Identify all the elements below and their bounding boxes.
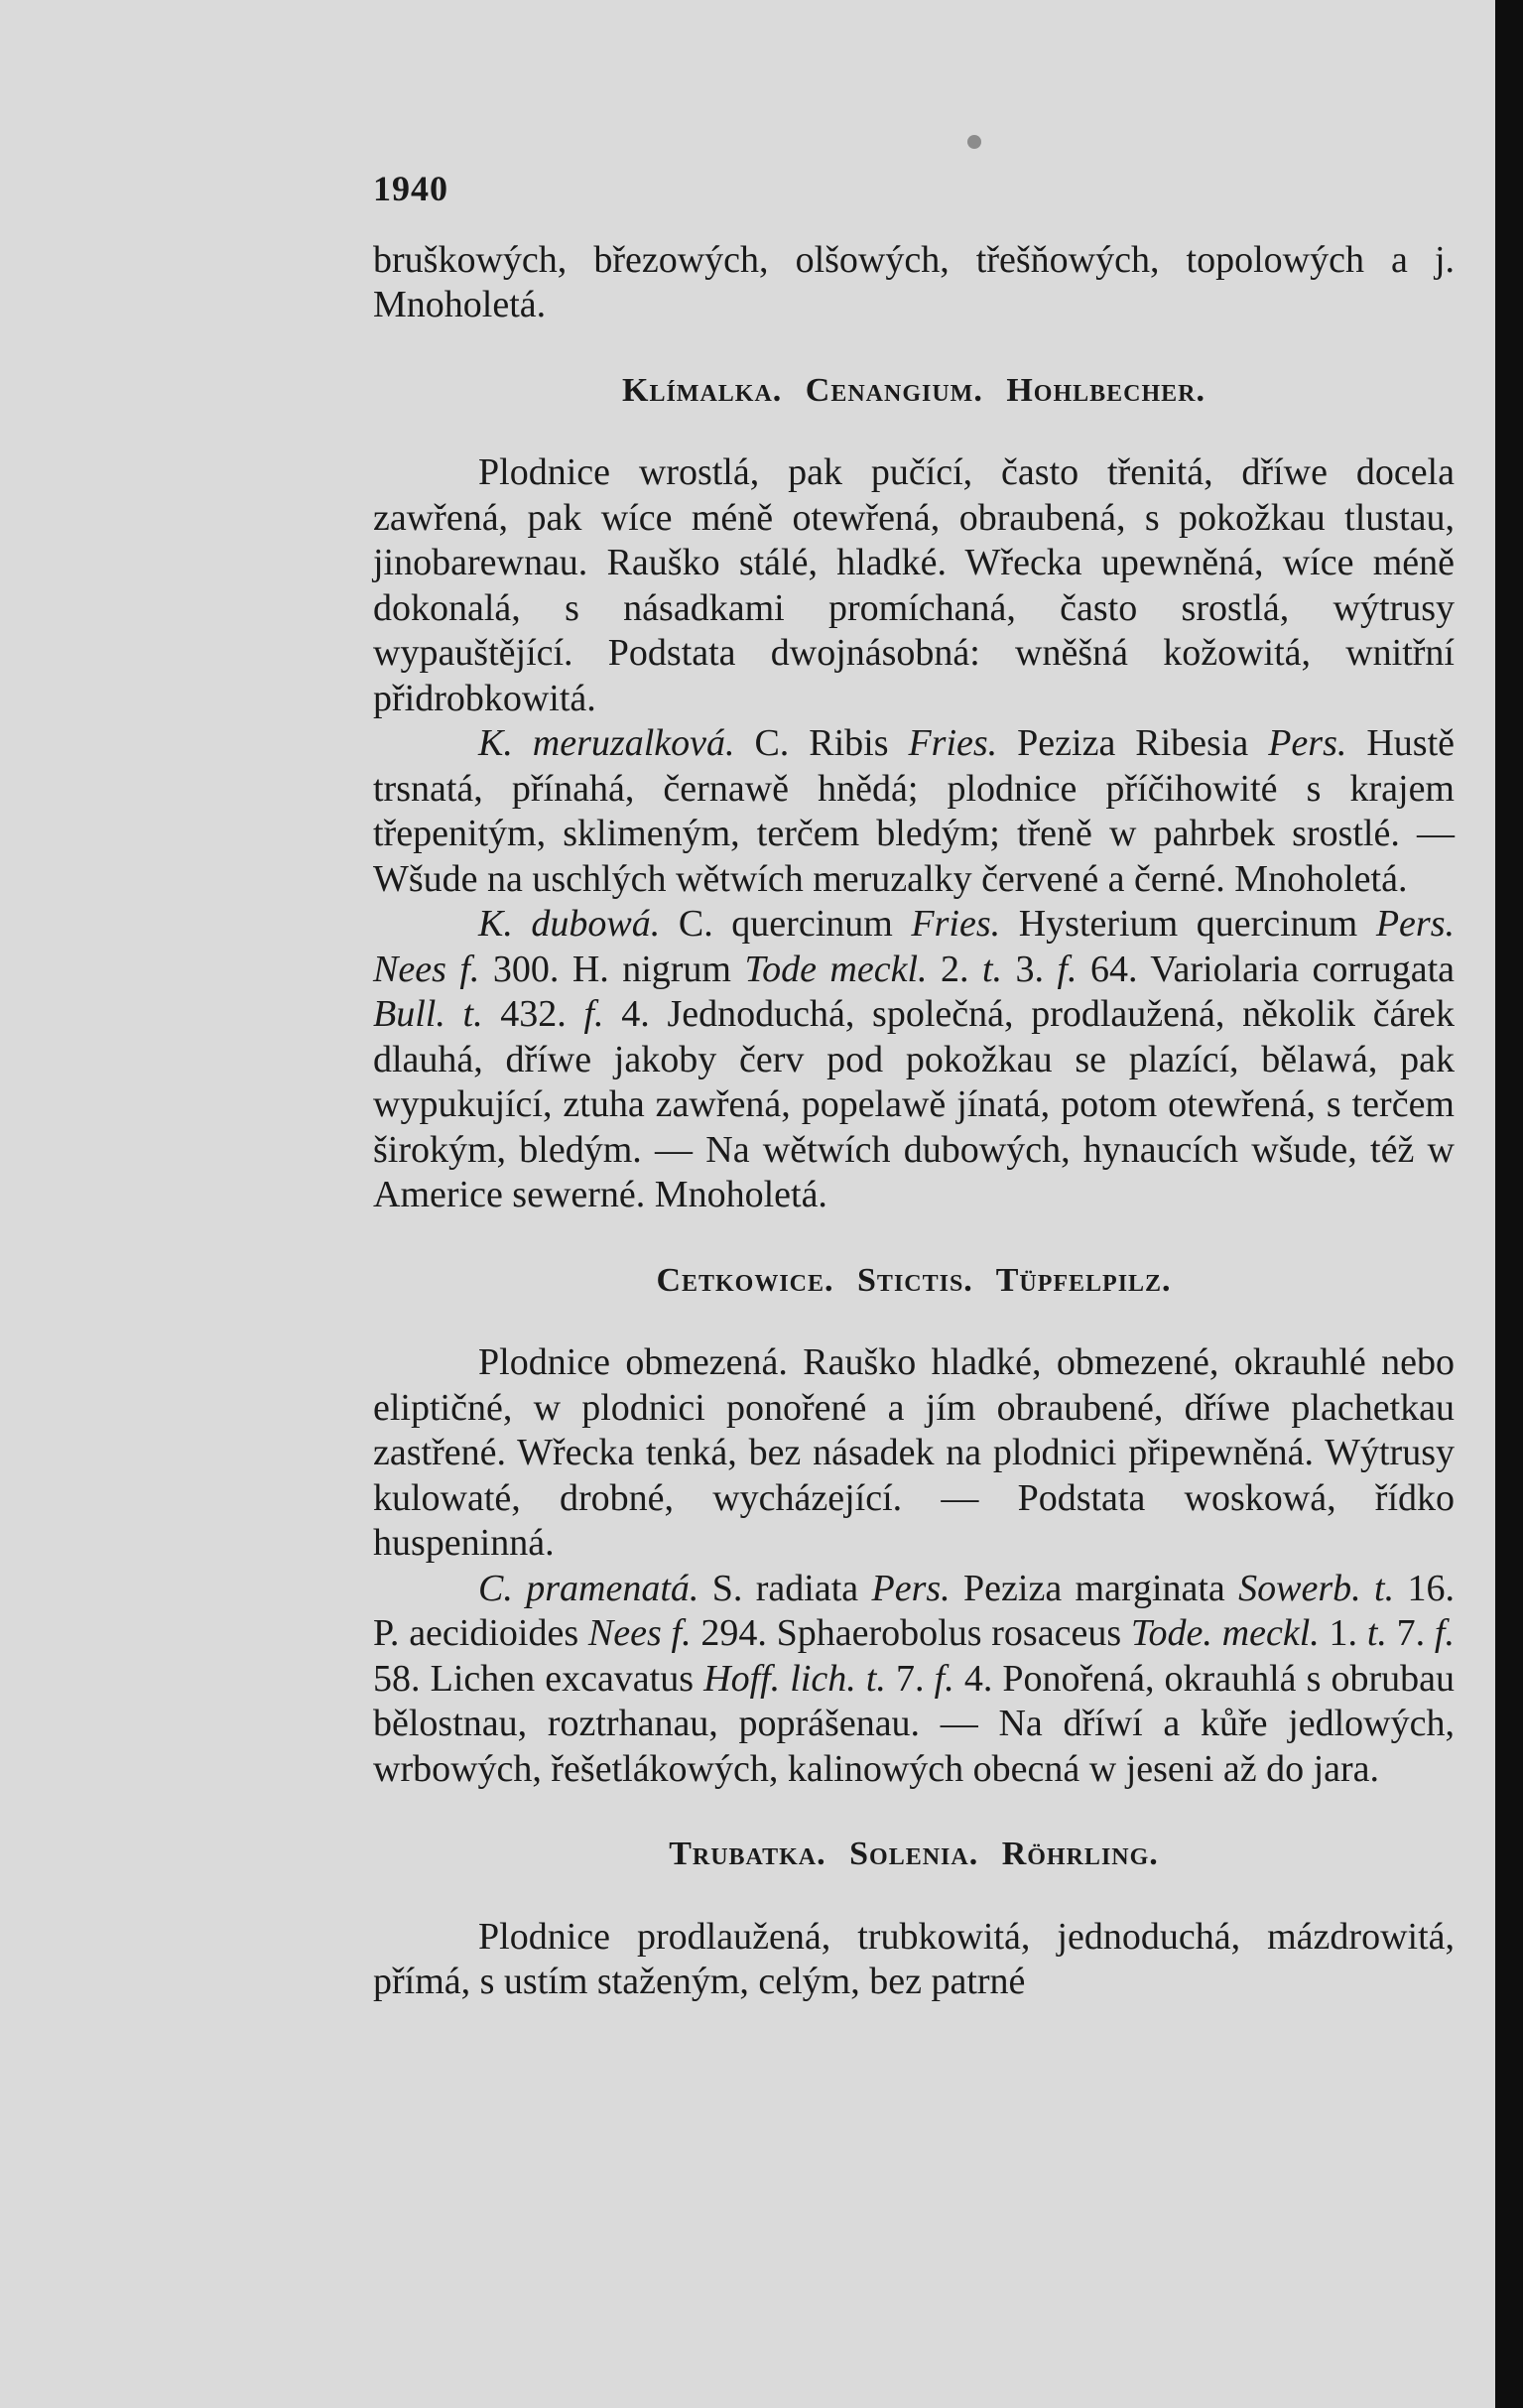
paragraph: C. pramenatá. S. radiata Pers. Peziza marginata Sowerb. t. 16. P. aecidioides Nees f. 294. Sphaerobolus rosaceus Tode. meckl. 1. t. 7. f. 58. Lichen excavatus Hoff. lich. t. 7. f. 4. Ponořená, okrauhlá s obrubau bělostnau, roztrhanau, poprášenau. — Na dříwí a kůře jedlowých, wrbowých, řešetlákowých, kalinowých obecná w jeseni až do jara.	[373, 1567, 1456, 1790]
body-text	[373, 238, 1455, 2005]
paragraph: Plodnice wrostlá, pak pučící, často třenitá, dříwe docela zawřená, pak wíce méně otewřená, obraubená, s pokožkau tlustau, jinobarewnau. Rauško stálé, hladké. Wřecka upewněná, wíce méně dokonalá, s násadkami promíchaná, často srostlá, wýtrusy wypauštějící. Podstata dwojnásobná: wněšná kožowitá, wnitřní přidrobkowitá.	[373, 451, 1455, 719]
paragraph: K. dubowá. C. quercinum Fries. Hysterium quercinum Pers. Nees f. 300. H. nigrum Tode meckl. 2. t. 3. f. 64. Variolaria corrugata Bull. t. 432. f. 4. Jednoduchá, společná, prodlaužená, několik čárek dlauhá, dříwe jakoby červ pod pokožkau se plazící, bělawá, pak wypukující, ztuha zawřená, popelawě jínatá, potom otewřená, s terčem širokým, bledým. — Na wětwích dubowých, hynaucích wšude, též w Americe sewerné. Mnoholetá.	[373, 903, 1456, 1215]
scan-edge	[1495, 0, 1523, 2408]
paragraph: K. meruzalková. C. Ribis Fries. Peziza Ribesia Pers. Hustě trsnatá, přínahá, černawě hnědá; plodnice příčihowité s krajem třepenitým, sklimeným, terčem bledým; třeně w pahrbek srostlé. — Wšude na uschlých wětwích meruzalky červené a černé. Mnoholetá.	[373, 722, 1455, 900]
section-heading: Klímalka. Cenangium. Hohlbecher.	[622, 371, 1206, 409]
ink-spot	[967, 135, 981, 149]
text-column	[373, 167, 1455, 2005]
section-heading: Cetkowice. Stictis. Tüpfelpilz.	[656, 1261, 1172, 1299]
paragraph: Plodnice prodlaužená, trubkowitá, jednoduchá, mázdrowitá, přímá, s ustím staženým, celým, bez patrné	[373, 1915, 1455, 2002]
paragraph: Plodnice obmezená. Rauško hladké, obmezené, okrauhlé nebo eliptičné, w plodnici ponořené a jím obraubené, dříwe plachetkau zastřené. Wřecka tenká, bez násadek na plodnici připewněná. Wýtrusy kulowaté, drobné, wycházející. — Podstata woskowá, řídko huspeninná.	[373, 1341, 1455, 1564]
section-heading: Trubatka. Solenia. Röhrling.	[669, 1836, 1159, 1872]
paragraph: bruškowých, březowých, olšowých, třešňowých, topolowých a j. Mnoholetá.	[373, 238, 1455, 325]
page-number: 1940	[373, 169, 448, 208]
